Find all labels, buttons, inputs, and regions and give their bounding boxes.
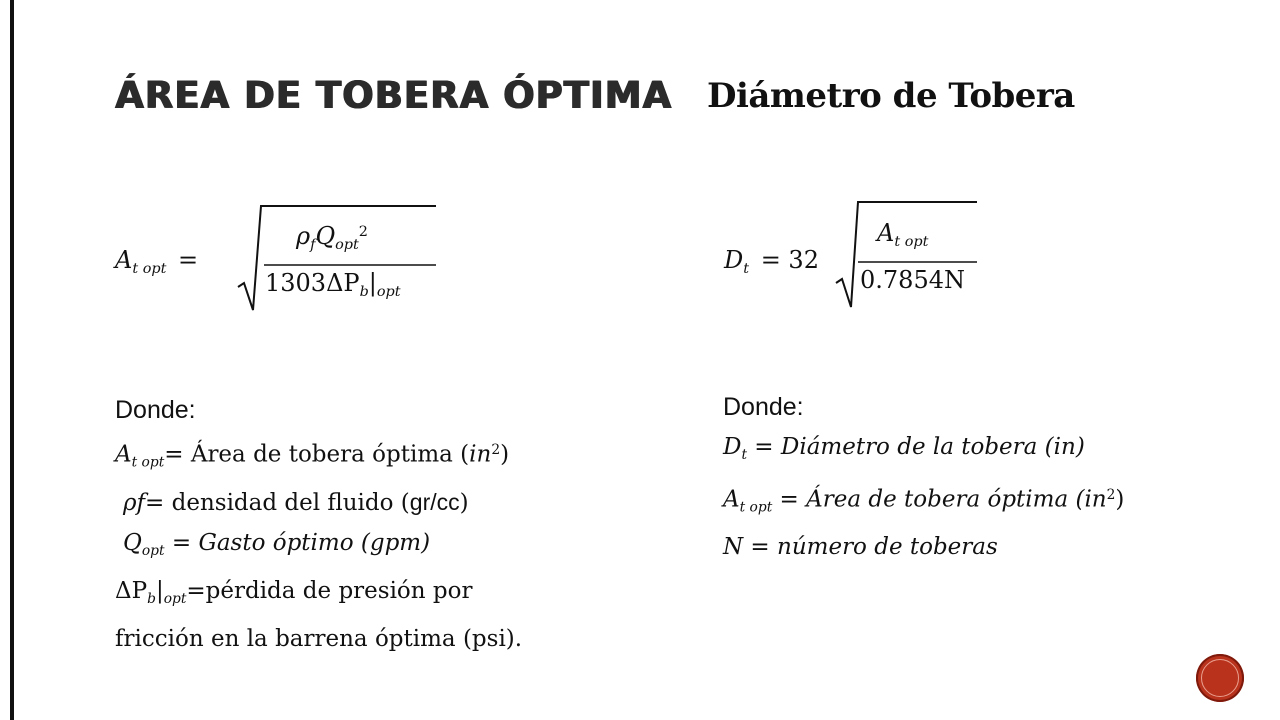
bar: | — [155, 578, 164, 605]
var-delta-p: ΔP — [115, 578, 148, 605]
equals-32: = 32 — [760, 246, 819, 274]
def-perdida-cont: fricción en la barrena óptima (psi). — [115, 626, 523, 653]
var-a: A — [115, 246, 133, 274]
def-diametro — [723, 427, 1124, 475]
sub-opt: opt — [376, 284, 401, 301]
var-q: Q — [123, 530, 142, 557]
formula-left-numerator — [296, 222, 368, 253]
var-a: A — [115, 441, 132, 468]
close-paren: ) — [500, 441, 510, 468]
var-rho-f: ρf — [123, 490, 146, 517]
donde-label-left: Donde: — [115, 396, 196, 424]
var-q: Q — [315, 222, 336, 250]
sub-b: b — [147, 591, 156, 608]
formula-right-lhs — [724, 246, 819, 277]
formula-left-denominator — [265, 269, 401, 300]
def-gasto-text: = Gasto óptimo (gpm) — [164, 530, 431, 557]
def-area-right-text: = Área de tobera óptima (in — [772, 486, 1107, 513]
var-d: D — [724, 246, 744, 274]
sub-t-opt: t opt — [131, 454, 165, 471]
def-perdida-text: =pérdida de presión por — [186, 578, 473, 605]
def-perdida — [115, 571, 522, 619]
def-area-text: = Área de tobera óptima ( — [164, 441, 470, 468]
equals-sign: = — [178, 246, 199, 274]
den-coef: 1303ΔP — [265, 269, 360, 297]
sub-b: b — [359, 284, 369, 301]
sub-opt: opt — [163, 591, 187, 608]
bar: | — [368, 269, 377, 297]
var-a: A — [877, 219, 895, 247]
den-0-7854n: 0.7854N — [860, 266, 965, 294]
definitions-right — [723, 387, 1124, 567]
def-diametro-text: = Diámetro de la tobera (in) — [747, 434, 1085, 460]
left-accent-bar — [10, 0, 14, 720]
circle-button-icon[interactable] — [1196, 654, 1244, 702]
close-paren: ) — [459, 490, 469, 517]
def-area — [115, 430, 522, 482]
def-gasto — [115, 523, 522, 571]
def-numero-toberas: N = número de toberas — [723, 534, 998, 561]
var-d: D — [723, 434, 742, 460]
title-area-tobera-optima: ÁREA DE TOBERA ÓPTIMA — [115, 74, 672, 117]
exp-2: 2 — [1106, 486, 1116, 503]
formula-right-denominator — [860, 266, 965, 294]
sub-t-opt: t opt — [132, 261, 167, 278]
sub-t: t — [741, 446, 747, 463]
close-paren: ) — [1115, 486, 1125, 513]
def-area-right — [723, 475, 1124, 527]
exp-2: 2 — [358, 224, 368, 241]
donde-label-right: Donde: — [723, 393, 804, 421]
title-diametro-tobera: Diámetro de Tobera — [707, 76, 1075, 116]
rho: ρ — [296, 222, 311, 250]
sub-t-opt: t opt — [739, 499, 773, 516]
sub-t: t — [743, 261, 750, 278]
unit-in: in — [469, 441, 492, 468]
sub-opt: opt — [335, 237, 359, 254]
var-a: A — [723, 486, 740, 513]
sub-f: f — [310, 237, 316, 254]
sub-opt: opt — [141, 543, 165, 560]
sub-t-opt: t opt — [894, 234, 929, 251]
def-densidad-text: = densidad del fluido ( — [145, 490, 410, 517]
formula-right-numerator — [877, 219, 928, 250]
definitions-left — [115, 390, 522, 659]
formula-left-lhs — [115, 246, 198, 277]
unit-gr-cc: gr/cc — [409, 489, 460, 516]
def-densidad — [115, 482, 522, 523]
exp-2: 2 — [491, 442, 501, 458]
